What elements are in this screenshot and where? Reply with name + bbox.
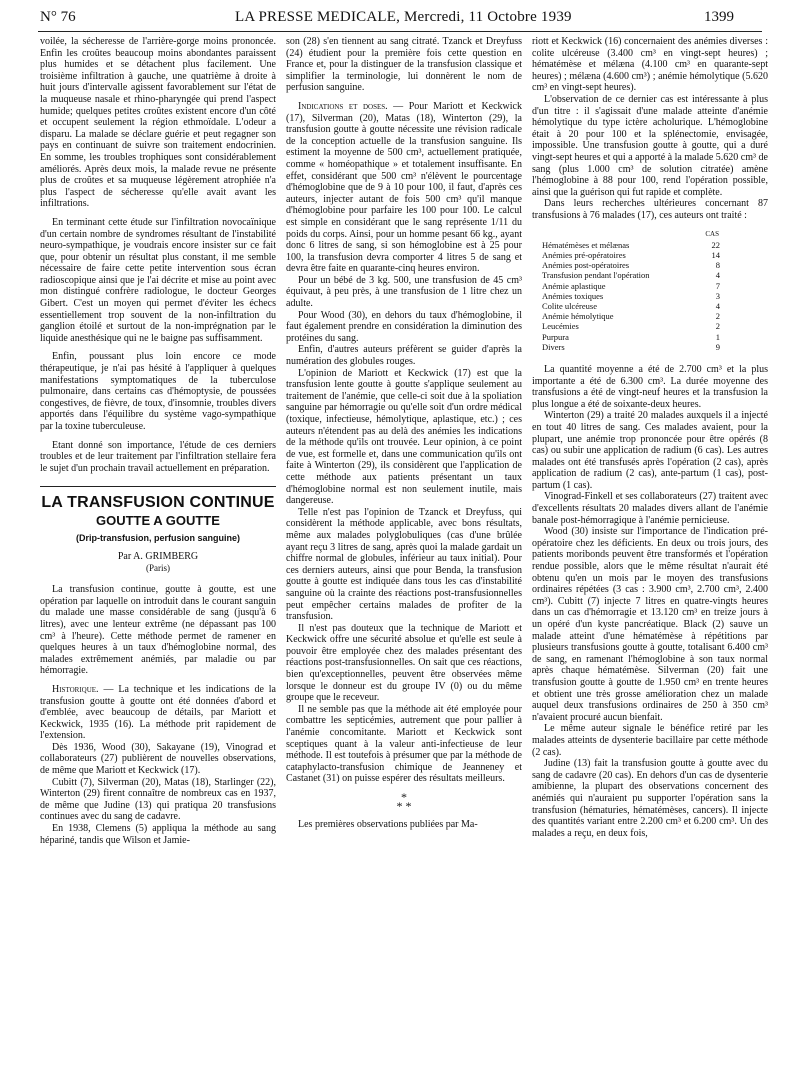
case-count: 22 bbox=[711, 239, 720, 250]
case-count: 4 bbox=[715, 300, 720, 311]
case-count: 9 bbox=[715, 341, 720, 352]
case-count: 7 bbox=[715, 280, 720, 291]
case-label: Anémies post-opératoires bbox=[542, 260, 630, 271]
paragraph bbox=[286, 101, 522, 275]
paragraph: Les premières observations publiées par Ma- bbox=[298, 819, 478, 830]
table-row bbox=[542, 301, 720, 311]
column-3 bbox=[532, 36, 768, 1046]
header-rule bbox=[38, 31, 762, 32]
paragraph: Wood (30) insiste sur l'importance de l'indication pré-opératoire chez les déficients. En deux ou trois jours, des patients moribonds peuvent être transformés et l'opération rendue possible, alors que le même résultat n'aurait été obtenu qu'en un mois par le moyen des transfusions ordinaires répétées (3 cas : 3.900 cm³, 2.700 cm³, 2.400 cm³). Cubitt (7) injecte 7 litres en quatre-vingts heures dans un cas d'hémorragie et 13.120 cm³ en treize jours à un opéré d'un kyste pancréatique. Black (2) sauve un malade atteint d'une hématémèse à répétitions par plusieurs transfusions goutte à goutte, totalisant 6.400 cm³ de sang, en ramenant l'hémoglobine à son taux normal après chaque hématémèse. Silverman (20) fait une transfusion goutte à goutte de 1.950 cm³ en trente heures et obtient une très grosse amélioration chez un malade auquel deux transfusions ordinaires de 250 à 350 cm³ n'avaient procuré aucun bienfait. bbox=[532, 526, 768, 723]
paragraph: L'observation de ce dernier cas est intéressante à plus d'un titre : il s'agissait d'une malade atteinte d'anémie hémolytique du type ictère acholurique. L'hémoglobine était à 20 pour 100 et la splénectomie, envisagée, impossible. Une transfusion goutte à goutte, qui a duré vingt-sept heures et qui a apporté à la malade 5.620 cm³ de sang (plus 1.000 cm³ de solution citratée) amène l'hémoglobine à 88 pour 100, rend l'opération possible, ainsi que la guérison qui fut rapide et complète. bbox=[532, 93, 768, 198]
table-header: CAS bbox=[705, 229, 719, 238]
case-label: Anémie hémolytique bbox=[542, 311, 614, 322]
page-header bbox=[0, 0, 800, 28]
case-label: Anémies toxiques bbox=[542, 290, 604, 301]
paragraph: Vinograd-Finkell et ses collaborateurs (27) traitent avec d'excellents résultats 20 malades divers allant de l'anémie banale post-hémorragique à l'anémie pernicieuse. bbox=[532, 491, 768, 526]
cases-table bbox=[542, 228, 720, 352]
table-row bbox=[542, 240, 720, 250]
table-row bbox=[542, 311, 720, 321]
case-label: Transfusion pendant l'opération bbox=[542, 270, 650, 281]
paragraph: En 1938, Clemens (5) appliqua la méthode au sang hépariné, tandis que Wilson et Jamie- bbox=[40, 823, 276, 846]
case-count: 8 bbox=[715, 260, 720, 271]
paragraph: riott et Keckwick (16) concernaient des anémies diverses : colite ulcéreuse (3.400 cm³ en vingt-sept heures) ; hématémèse et mélæna (4.100 cm³ en quarante-sept heures) ; mélæna (4.600 cm³) ; anémie hémolytique (5.620 cm³ en vingt-sept heures). bbox=[532, 36, 768, 94]
paragraph: L'opinion de Mariott et Keckwick (17) est que la transfusion lente goutte à goutte s'applique seulement au traitement de l'anémie, que celle-ci soit due à la spoliation sanguine par hémorragie ou qu'elle soit d'un ordre médical (toxique, infectieuse, hémolytique, aplastique, etc.) ; ces auteurs n'étendent pas au delà des anémies les indications de la méthode qu'ils ont trouvée. Leur opinion, à ce point de vue, est formelle et, dans une communication qu'ils ont faite à Winterton (29), ils considèrent que l'application de cette méthode aux patients présentant un taux d'hémoglobine normal est non seulement inutile, mais dangereuse. bbox=[286, 367, 522, 507]
article-separator bbox=[40, 486, 276, 487]
paragraph: Dans leurs recherches ultérieures concernant 87 transfusions à 76 malades (17), ces auteurs ont traité : bbox=[532, 198, 768, 221]
case-count: 3 bbox=[715, 290, 720, 301]
paragraph: Judine (13) fait la transfusion goutte à goutte avec du sang de cadavre (20 cas). En dehors d'un cas de dysenterie amibienne, la plupart des observations concernent des anémiés qui n'auraient pu supporter l'opération sans la transfusion (hématuries, hématémèses, cancers). Il injecte des quantités variant entre 2.200 cm³ et 6.200 cm³. Un des malades a reçu, en deux fois, bbox=[532, 758, 768, 839]
case-label: Colite ulcéreuse bbox=[542, 300, 597, 311]
table-row bbox=[542, 332, 720, 342]
paragraph: Le même auteur signale le bénéfice retiré par les malades atteints de dysenterie bacillaire par cette méthode (2 cas). bbox=[532, 723, 768, 758]
table-row bbox=[542, 342, 720, 352]
case-label: Leucémies bbox=[542, 321, 579, 332]
case-label: Divers bbox=[542, 341, 565, 352]
section-heading: Historique. bbox=[52, 683, 99, 695]
case-label: Anémies pré-opératoires bbox=[542, 249, 626, 260]
section-stars: * * * bbox=[396, 790, 412, 813]
paragraph bbox=[40, 684, 276, 742]
case-count: 1 bbox=[715, 331, 720, 342]
paragraph: Cubitt (7), Silverman (20), Matas (18), Starlinger (22), Winterton (29) firent connaître de nombreux cas en 1937, de même que Judine (13) qui pratiqua 20 transfusions continues avec du sang de cadavre. bbox=[40, 776, 276, 823]
article-subtitle: GOUTTE A GOUTTE bbox=[96, 513, 220, 529]
case-count: 2 bbox=[715, 311, 720, 322]
table-row bbox=[542, 321, 720, 331]
table-row bbox=[542, 291, 720, 301]
article-alt-title: (Drip-transfusion, perfusion sanguine) bbox=[75, 533, 240, 544]
paragraph: Enfin, poussant plus loin encore ce mode thérapeutique, je n'ai pas hésité à l'appliquer à quelques manifestations symptomatiques de la tuberculose pulmonaire, dans certains cas d'hémoptysie, de poussées congestives, de fièvre, de toux, d'insomnie, troubles divers apportés dans l'équilibre du système vago-sympathique par la toxine tuberculeuse. bbox=[40, 351, 276, 432]
page-number: 1399 bbox=[704, 9, 734, 25]
journal-title: LA PRESSE MEDICALE, Mercredi, 11 Octobre 1939 bbox=[235, 9, 572, 25]
column-1 bbox=[40, 36, 276, 1046]
paragraph: Il n'est pas douteux que la technique de Mariott et Keckwick offre une sécurité absolue et qu'elle est seule à pouvoir être employée chez des malades présentant des réactions post-transfusionnelles. On sait que ces réactions, bien qu'exceptionnelles, peuvent être observées même lorsque le donneur est du groupe IV (0) ou du même groupe que le receveur. bbox=[286, 622, 522, 704]
paragraph: Etant donné son importance, l'étude de ces derniers troubles et de leur traitement par l'infiltration stellaire fera le sujet d'un prochain travail actuellement en préparation. bbox=[40, 439, 276, 474]
case-count: 14 bbox=[711, 249, 720, 260]
paragraph: Telle n'est pas l'opinion de Tzanck et Dreyfuss, qui considèrent la méthode applicable, avec bons résultats, même aux malades polyglobuliques (cas d'une brûlée ayant reçu 3 litres de sang, après quoi la malade gardait un chiffre normal de globules, inférieur au taux initial). Pour ces derniers auteurs, ainsi que pour Benda, la transfusion goutte à goutte est indiquée dans tous les cas d'instabilité sanguine où la crainte des réactions post-transfusionnelles peut empêcher certains malades de profiter de la transfusion. bbox=[286, 506, 522, 623]
case-count: 2 bbox=[715, 321, 720, 332]
paragraph: Dès 1936, Wood (30), Sakayane (19), Vinograd et collaborateurs (27) publièrent de nouvelles observations, de même que Mariott et Keckwick (17). bbox=[40, 741, 276, 777]
paragraph: La quantité moyenne a été de 2.700 cm³ et la plus importante a été de 6.300 cm³. La durée moyenne des transfusions a été de vingt-neuf heures et la transfusion la plus longue a été de soixante-deux heures. bbox=[532, 363, 768, 410]
column-2 bbox=[286, 36, 522, 1046]
table-row bbox=[542, 270, 720, 280]
article-title: LA TRANSFUSION CONTINUE bbox=[41, 494, 275, 512]
paragraph: Pour un bébé de 3 kg. 500, une transfusion de 45 cm³ équivaut, à peu près, à une transfusion de 1 litre chez un adulte. bbox=[286, 274, 522, 310]
table-row bbox=[542, 281, 720, 291]
paragraph: Enfin, d'autres auteurs préfèrent se guider d'après la numération des globules rouges. bbox=[286, 344, 522, 368]
paragraph-text: — La technique et les indications de la transfusion goutte à goutte ont été données d'abord et d'emblée, avec beaucoup de détails, par Mariott et Keckwick, 1935 (16). La méthode prit rapidement de l'extension. bbox=[40, 683, 276, 742]
table-row bbox=[542, 250, 720, 260]
paragraph: Il ne semble pas que la méthode ait été employée pour combattre les septicémies, autrement que pour pallier à l'anémie concomitante. Mariott et Keckwick sont sceptiques quant à la valeur anti-infectieuse de leur méthode. Il est toutefois à présumer que par la méthode de cataphylacto-transfusion chimique de Jeanneney et Castanet (31) on puisse espérer des résultats meilleurs. bbox=[286, 703, 522, 785]
case-label: Hématémèses et mélænas bbox=[542, 239, 630, 250]
section-heading: Indications et doses. bbox=[298, 100, 388, 112]
paragraph: Pour Wood (30), en dehors du taux d'hémoglobine, il faut également prendre en considération la diminution des protéines du sang. bbox=[286, 309, 522, 344]
article-city: (Paris) bbox=[146, 562, 170, 573]
paragraph: voilée, la sécheresse de l'arrière-gorge moins prononcée. Enfin les croûtes beaucoup moins abondantes paraissent plus humides et se détachent plus facilement. Une troisième infiltration à gauche, une quatrième à droite à huit jours d'intervalle agissent favorablement sur l'état de la muqueuse nasale et rhino-pharyngée qui prend l'aspect humide; quelques petites croûtes existent encore d'un côté et occupent seulement la région ethmoïdale. L'odeur a disparu. La malade se déclare guérie et peut regagner son pays en continuant de suivre son traitement endocrinien. En somme, les troubles trophiques sont considérablement améliorés. Après deux mois, la malade revue ne présente plus de croûtes et sa muqueuse légèrement atrophiée n'a plus l'aspect de sécheresse qu'elle avait avant les infiltrations. bbox=[40, 36, 276, 210]
article-author: Par A. GRIMBERG bbox=[117, 550, 199, 562]
paragraph: En terminant cette étude sur l'infiltration novocaïnique d'un certain nombre de syndromes résultant de l'instabilité neuro-sympathique, je voudrais encore insister sur ce fait que, pour obtenir un résultat plus constant, il me semble nécessaire de faire cette petite intervention sous écran radioscopique ainsi que je l'ai décrite et mise au point avec mon distingué confrère radiologue, le docteur Georges Gibert. C'est un moyen qui permet d'éviter les échecs essentiellement trop souvent de la non-infiltration du ganglion étoilé et surtout de la non-imprégnation par le liquide anesthésique qui ne le baigne pas suffisamment. bbox=[40, 216, 276, 344]
paragraph-text: — Pour Mariott et Keckwick (17), Silverman (20), Matas (18), Winterton (29), la transfusion goutte à goutte nécessite une révision radicale de la conception actuelle de la transfusion sanguine. Ils estiment la moyenne de 500 cm³, actuellement pratiquée, comme « homéopathique » et totalement insuffisante. En effet, considérant que 500 cm³ n'élèvent le pourcentage d'hémoglobine que de 9 à 10 pour 100, il faut, d'après ces auteurs, injecter autant de fois 500 cm³ qu'il manque d'hémoglobine pour parfaire les 100 pour 100. Le calcul est simple en considérant que le sang représente 1/11 du poids du corps. Ainsi, pour un homme pesant 66 kg., ayant donc 6 litres de sang, si son hémoglobine est à 25 pour 100, la transfusion devra comporter 4 litres 5 de sang et devra être faite en quarante-cinq heures environ. bbox=[286, 100, 522, 275]
paragraph: Winterton (29) a traité 20 malades auxquels il a injecté en tout 40 litres de sang. Ces malades avaient, pour la plupart, une anémie trop prononcée pour être opérés (8 cas) ou subir une application de radium (6 cas). Les autres malades ont été transfusés après l'opération (2 cas), après application de radium (2 cas), ante-partum (1 cas), post-partum (1 cas). bbox=[532, 410, 768, 491]
case-label: Purpura bbox=[542, 331, 569, 342]
paragraph: son (28) s'en tiennent au sang citraté. Tzanck et Dreyfuss (24) étudient pour la première fois cette question en France et, pour la distinguer de la transfusion classique et simplifier la terminologie, lui donnèrent le nom de perfusion sanguine. bbox=[286, 36, 522, 94]
table-row bbox=[542, 260, 720, 270]
case-count: 4 bbox=[715, 270, 720, 281]
case-label: Anémie aplastique bbox=[542, 280, 606, 291]
paragraph: La transfusion continue, goutte à goutte, est une opération par laquelle on introduit dans le courant sanguin du malade une masse considérable de sang (jusqu'à 6 litres), avec une lenteur extrême (ne dépassant pas 100 cm³ à l'heure). Cette méthode permet de ramener en quelques heures à un taux d'hémoglobine normal, des malades extrêmement anémiés, par maladie ou par hémorragie. bbox=[40, 584, 276, 677]
issue-number: N° 76 bbox=[40, 9, 76, 25]
